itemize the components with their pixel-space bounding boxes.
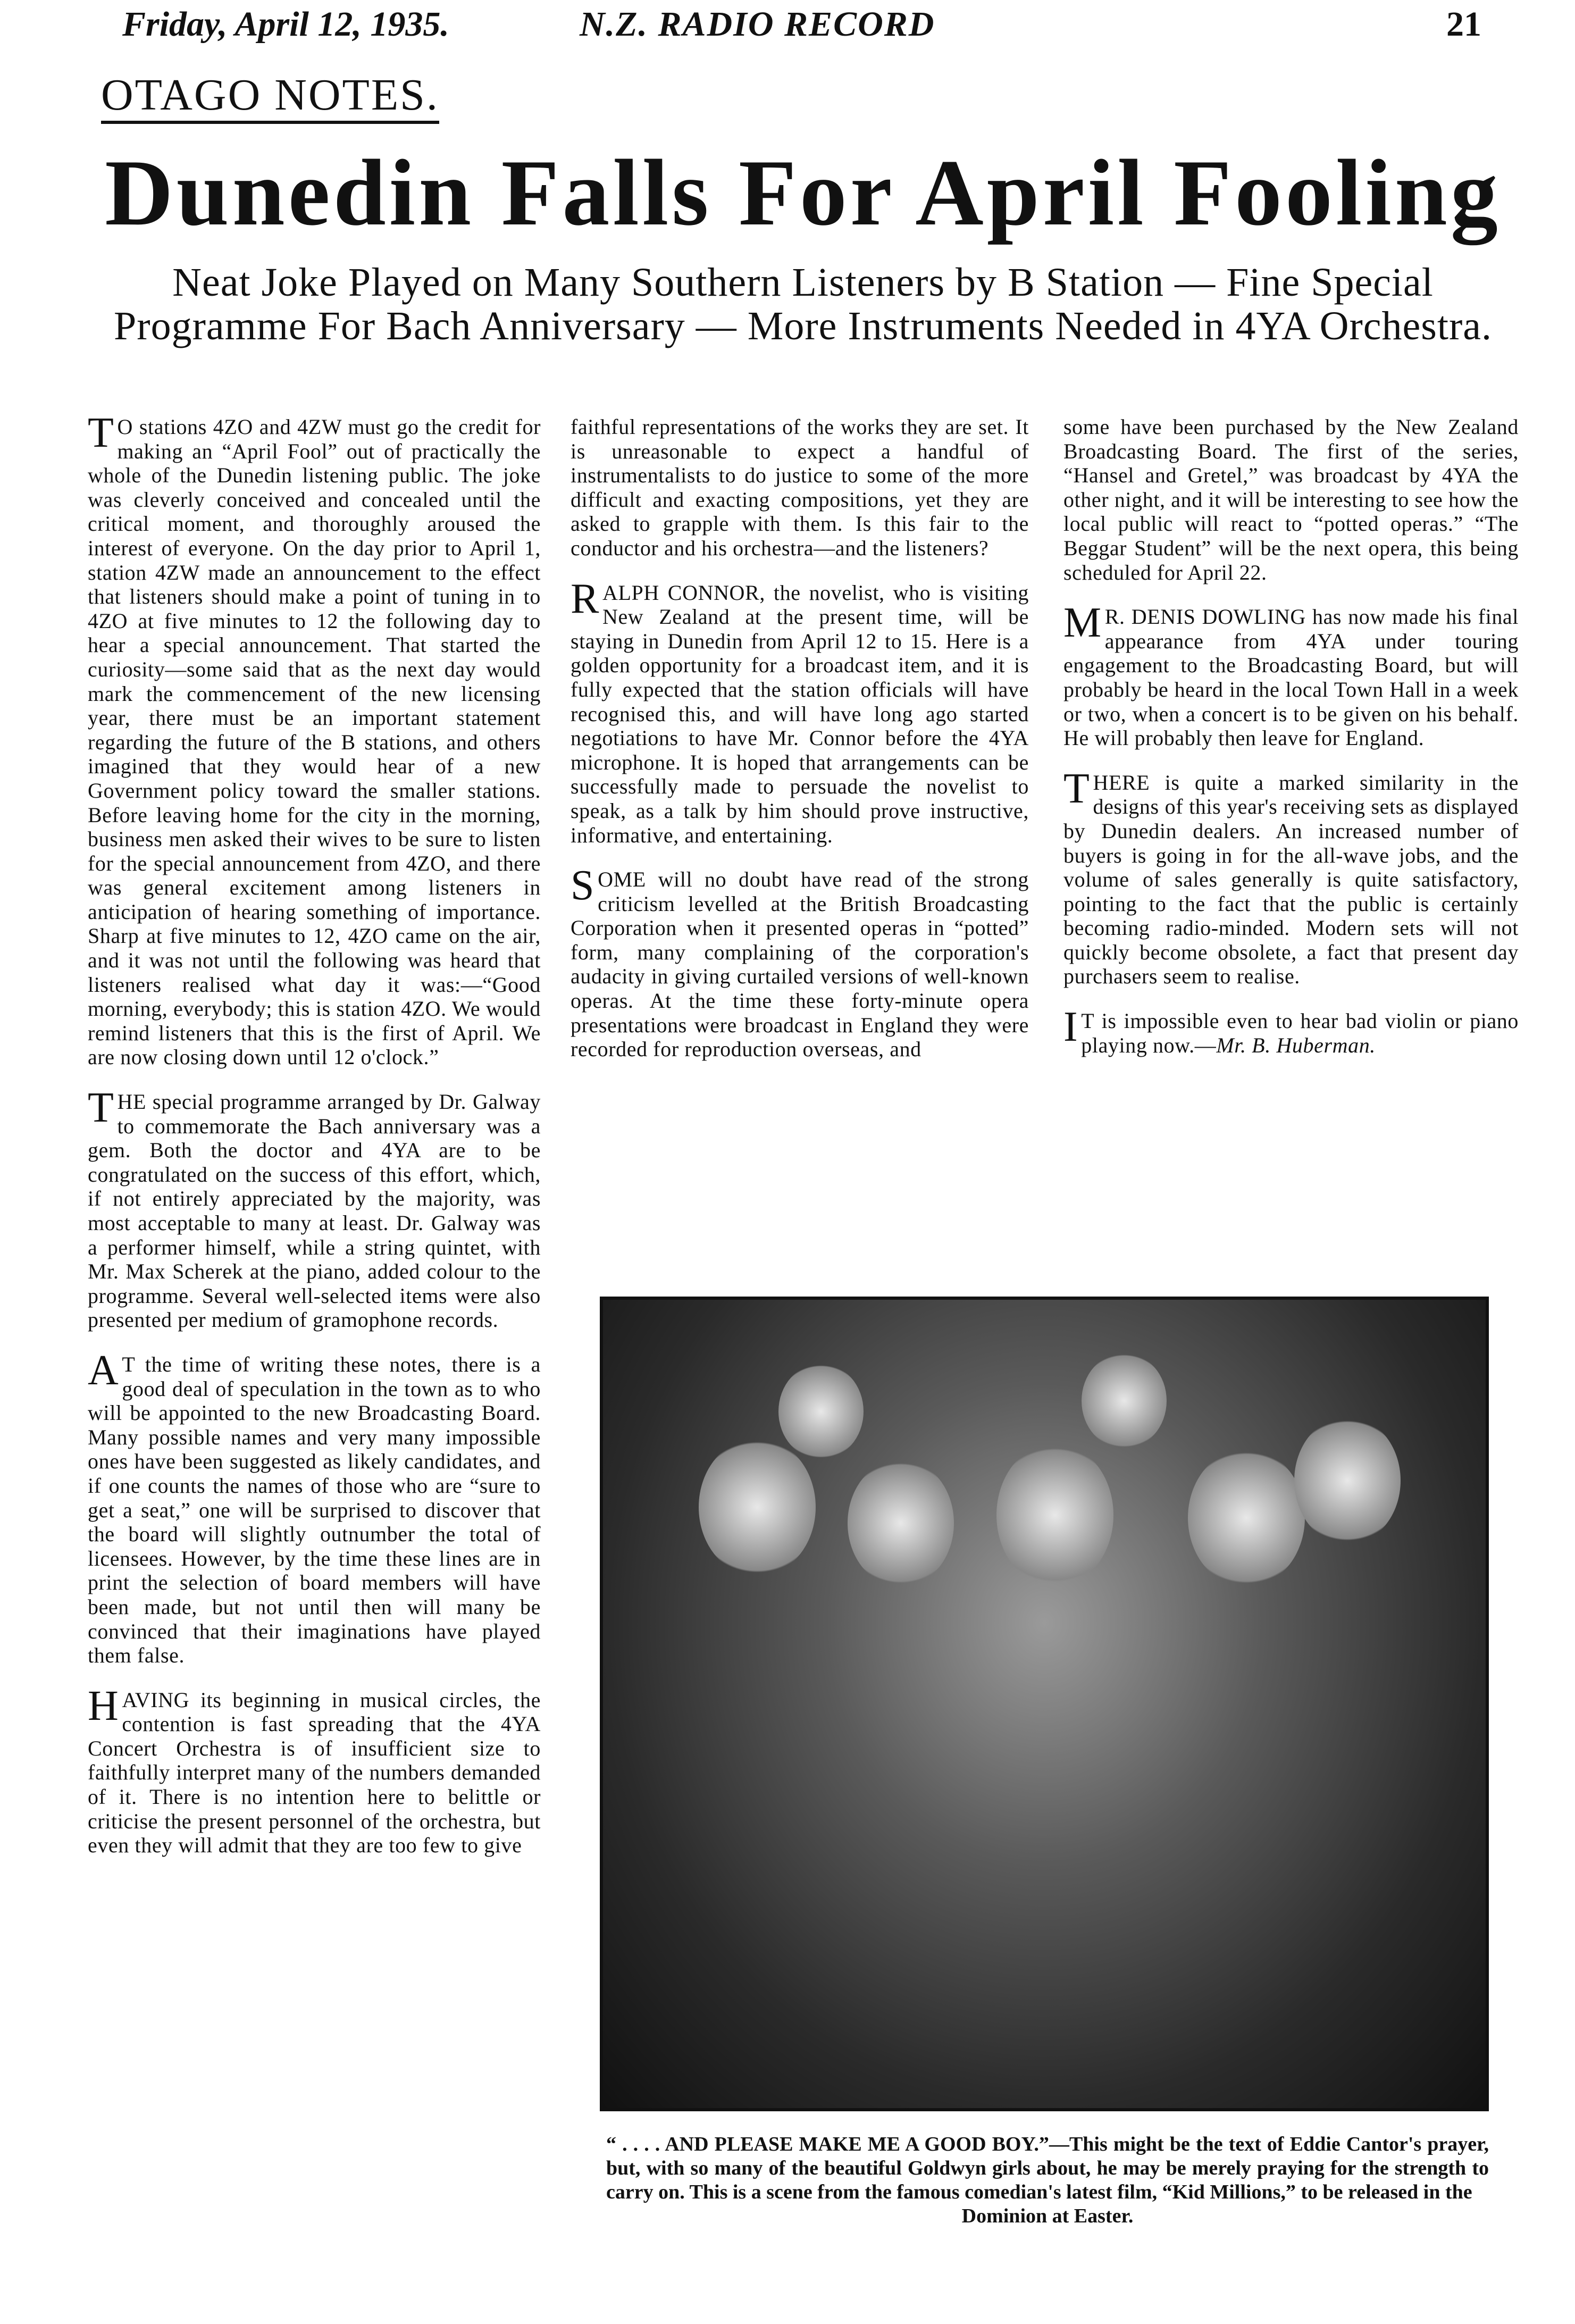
article-paragraph bbox=[1063, 765, 1519, 989]
drop-cap: S bbox=[571, 862, 595, 909]
section-title: OTAGO NOTES. bbox=[101, 72, 439, 124]
lead-in: HERE bbox=[1093, 770, 1150, 795]
drop-cap: H bbox=[88, 1682, 119, 1729]
paragraph-text: the time of writing these notes, there is a good deal of speculation in the town as to who will be appointed to the new Broadcasting Board. Many possible names and very many impossible ones have been suggested as likely candidates, and if one counts the names of those who are “sure to get a seat,” one will be surprised to discover that the board will slightly outnumber the total of licensees. However, by the time these lines are in print the selection of board members will have been made, but not until then will many be convinced that their imaginations have played them false. bbox=[88, 1352, 541, 1668]
drop-cap: T bbox=[88, 409, 114, 456]
paragraph-text: is quite a marked similarity in the designs of this year's receiving sets as displayed by Dunedin dealers. An increased number of buyers is going in for the all-wave jobs, and the volume of sales generally is quite satisfactory, pointing to the fact that the public is certainly becoming radio-minded. Modern sets will not quickly become obsolete, a fact that present day purchasers seem to realise. bbox=[1063, 770, 1519, 989]
page-number: 21 bbox=[1446, 5, 1481, 44]
drop-cap: I bbox=[1063, 1004, 1078, 1051]
lead-in: ALPH CONNOR, bbox=[602, 580, 765, 605]
article-paragraph bbox=[88, 1084, 541, 1332]
paragraph-text: is impossible even to hear bad violin or piano playing now.— bbox=[1081, 1009, 1519, 1057]
article-paragraph bbox=[1063, 415, 1519, 584]
drop-cap: T bbox=[88, 1084, 114, 1132]
quote-attribution: Mr. B. Huberman. bbox=[1216, 1033, 1376, 1057]
photo-figure bbox=[778, 1364, 864, 1459]
article-paragraph bbox=[571, 862, 1029, 1061]
lead-in: T bbox=[122, 1352, 135, 1376]
paragraph-text: the novelist, who is visiting New Zealand at the present time, will be staying in Dunedin from April 12 to 15. Here is a golden opportunity for a broadcast item, and it is fully expected that the station officials will have recognised this, and will have long ago started negotiations to have Mr. Connor before the 4YA microphone. It is hoped that arrangements can be successfully made to persuade the novelist to speak, as a talk by him should prove instructive, informative, and entertaining. bbox=[571, 580, 1029, 847]
photo-figure bbox=[699, 1438, 816, 1576]
article-paragraph bbox=[88, 1682, 541, 1858]
article-paragraph bbox=[88, 1347, 541, 1668]
lead-in: HE bbox=[117, 1090, 146, 1114]
photo-figure bbox=[1294, 1417, 1401, 1544]
drop-cap: M bbox=[1063, 599, 1102, 647]
paragraph-text: its beginning in musical circles, the contention is fast spreading that the 4YA Concert Orchestra is of insufficient size to faithfully interpret many of the numbers demanded of it. There is no intention here to belittle or criticise the present personnel of the orchestra, but even they will admit that they are too few to give bbox=[88, 1687, 541, 1858]
paragraph-text: has now made his final appearance from 4YA under touring engagement to the Broadcasting Board, but will probably be heard in the local Town Hall in a week or two, when a concert is to be given on his behalf. He will probably then leave for England. bbox=[1063, 605, 1519, 750]
drop-cap: R bbox=[571, 575, 599, 622]
photo-figure bbox=[1082, 1353, 1167, 1449]
article-paragraph bbox=[571, 415, 1029, 561]
paragraph-text: special programme arranged by Dr. Galway to commemorate the Bach anniversary was a gem. Both the doctor and 4YA are to be congratulated on the success of this effort, which, if not entirely appreciated by the majority, was most acceptable to many at least. Dr. Galway was a performer himself, while a string quintet, with Mr. Max Scherek at the piano, added colour to the programme. Several well-selected items were also presented per medium of gramophone records. bbox=[88, 1090, 541, 1332]
column-1 bbox=[88, 409, 541, 1878]
photo-caption: “ . . . . AND PLEASE MAKE ME A GOOD BOY.”—This might be the text of Eddie Cantor's prayer, but, with so many of the beautiful Goldwyn girls about, he may be merely praying for the strength to carry on. This is a scene from the famous comedian's latest film, “Kid Millions,” to be released in the Dominion at Easter. bbox=[606, 2133, 1489, 2227]
article-paragraph bbox=[1063, 599, 1519, 750]
article-paragraph bbox=[571, 575, 1029, 848]
paragraph-text: will no doubt have read of the strong criticism levelled at the British Broadcasting Corporation when it presented operas in “potted” form, many complaining of the corporation's audacity in giving curtailed versions of well-known operas. At the time these forty-minute opera presentations were broadcast in England they were recorded for reproduction overseas, and bbox=[571, 867, 1029, 1061]
subheadline: Neat Joke Played on Many Southern Listeners by B Station — Fine Special Programme For Bach Anniversary — More Instruments Needed in 4YA Orchestra. bbox=[114, 260, 1492, 348]
film-still-photo bbox=[600, 1297, 1489, 2111]
headline: Dunedin Falls For April Fooling bbox=[105, 140, 1501, 245]
photo-figure bbox=[1188, 1449, 1305, 1587]
article-paragraph bbox=[1063, 1004, 1519, 1057]
photo-figure bbox=[848, 1459, 954, 1587]
drop-cap: A bbox=[88, 1347, 119, 1394]
column-3 bbox=[1063, 415, 1519, 1077]
column-2 bbox=[571, 415, 1029, 1082]
masthead-date: Friday, April 12, 1935. bbox=[122, 5, 449, 44]
lead-in: R. DENIS DOWLING bbox=[1104, 605, 1306, 629]
photo-figure bbox=[996, 1443, 1113, 1587]
lead-in: T bbox=[1081, 1009, 1094, 1033]
lead-in: AVING bbox=[122, 1687, 190, 1712]
drop-cap: T bbox=[1063, 765, 1090, 812]
paragraph-text: faithful representations of the works they are set. It is unreasonable to expect a handful of instrumentalists to do justice to some of the more difficult and exacting compositions, yet they are asked to grapple with them. Is this fair to the conductor and his orchestra—and the listeners? bbox=[571, 415, 1029, 560]
paragraph-text: stations 4ZO and 4ZW must go the credit for making an “April Fool” out of practically the whole of the Dunedin listening public. The joke was cleverly conceived and concealed until the critical moment, and thoroughly aroused the interest of everyone. On the day prior to April 1, station 4ZW made an announcement to the effect that listeners should make a point of tuning in to 4ZO at five minutes to 12 the following day to hear a special announcement. That started the curiosity—some said that as the next day would mark the commencement of the new licensing year, there must be an important statement regarding the future of the B stations, and others imagined that they would hear of a new Government policy toward the smaller stations. Before leaving home for the city in the morning, business men asked their wives to be sure to listen for the special announcement from 4ZO, and there was general excitement among listeners in anticipation of hearing something of importance. Sharp at five minutes to 12, 4ZO came on the air, and it was not until the following was heard that listeners realised what day it was:—“Good morning, everybody; this is station 4ZO. We would remind listeners that this is the first of April. We are now closing down until 12 o'clock.” bbox=[88, 415, 541, 1069]
masthead-publication: N.Z. RADIO RECORD bbox=[580, 5, 935, 44]
lead-in: O bbox=[117, 415, 133, 439]
paragraph-text: some have been purchased by the New Zealand Broadcasting Board. The first of the series, “Hansel and Gretel,” was broadcast by 4YA the other night, and it will be interesting to see how the local public will react to “potted operas.” “The Beggar Student” will be the next opera, this being scheduled for April 22. bbox=[1063, 415, 1519, 584]
article-paragraph bbox=[88, 409, 541, 1069]
lead-in: OME bbox=[598, 867, 646, 892]
